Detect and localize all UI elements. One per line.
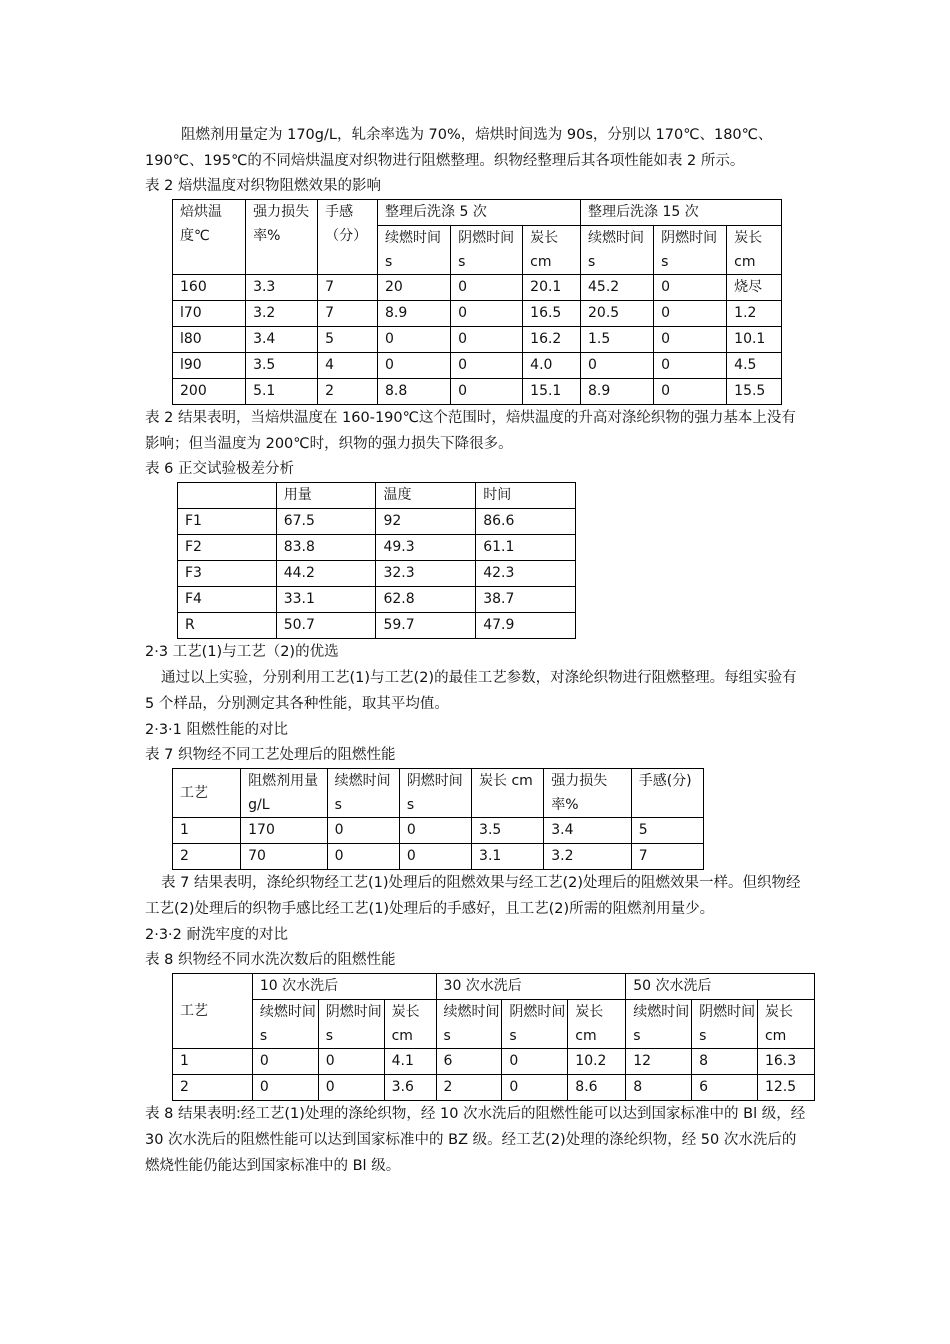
table-cell: 61.1	[476, 535, 576, 561]
header-cell: 续燃时间 s	[327, 769, 399, 818]
header-process: 工艺	[173, 974, 253, 1049]
table-cell: 5	[631, 818, 703, 844]
table-cell: 1	[173, 1049, 253, 1075]
table-cell: 0	[451, 301, 523, 327]
table-cell: 0	[327, 818, 399, 844]
subheader-cell: 续燃时间 s	[436, 1000, 502, 1049]
table-cell: 8	[692, 1049, 758, 1075]
table-row	[178, 509, 576, 535]
section-heading-2-3: 2·3 工艺(1)与工艺（2)的优选	[145, 644, 339, 660]
table-cell: F2	[178, 535, 277, 561]
table-cell: 烧尽	[727, 275, 782, 301]
table-cell: 20.5	[581, 301, 654, 327]
table-cell: 3.6	[384, 1075, 436, 1101]
table-cell: 12.5	[757, 1075, 814, 1101]
table-cell: 16.5	[523, 301, 581, 327]
table-cell: 86.6	[476, 509, 576, 535]
subheader-cell: 阴燃时间 s	[502, 1000, 568, 1049]
table-cell: 0	[451, 327, 523, 353]
table-cell: 62.8	[376, 587, 476, 613]
table-row	[173, 275, 782, 301]
header-cell	[178, 483, 277, 509]
table-cell: F1	[178, 509, 277, 535]
table-cell: 33.1	[276, 587, 376, 613]
table-cell: 0	[581, 353, 654, 379]
table-cell: 1	[173, 818, 241, 844]
table-cell: 0	[378, 327, 451, 353]
subheader-cell: 炭长 cm	[757, 1000, 814, 1049]
table-cell: 0	[502, 1049, 568, 1075]
table-cell: 4.5	[727, 353, 782, 379]
header-temp: 焙烘温度℃	[173, 200, 246, 275]
table-row	[178, 535, 576, 561]
table-cell: 0	[327, 844, 399, 870]
table2-caption: 表 2 焙烘温度对织物阻燃效果的影响	[145, 178, 381, 194]
header-cell: 强力损失率%	[544, 769, 631, 818]
header-cell: 用量	[276, 483, 376, 509]
table-cell: 0	[654, 327, 727, 353]
table-cell: 5.1	[246, 379, 318, 405]
intro-paragraph: 阻燃剂用量定为 170g/L，轧余率选为 70%，焙烘时间选为 90s，分别以 170℃、180℃、190℃、195℃的不同焙烘温度对织物进行阻燃整理。织物经整理后其各项性能如表 2 所示。	[145, 127, 773, 169]
table-cell: 16.3	[757, 1049, 814, 1075]
table-cell: 42.3	[476, 561, 576, 587]
subheader-cell: 阴燃时间 s	[692, 1000, 758, 1049]
header-cell: 温度	[376, 483, 476, 509]
header-group5: 整理后洗涤 5 次	[378, 200, 581, 226]
section-2-3-paragraph: 通过以上实验，分别利用工艺(1)与工艺(2)的最佳工艺参数，对涤纶织物进行阻燃整理。每组实验有 5 个样品，分别测定其各种性能，取其平均值。	[145, 670, 797, 712]
table-cell: 160	[173, 275, 246, 301]
header-cell: 阻燃剂用量 g/L	[241, 769, 327, 818]
table-cell: 0	[654, 379, 727, 405]
table-cell: 12	[626, 1049, 692, 1075]
table8-conclusion: 表 8 结果表明:经工艺(1)处理的涤纶织物，经 10 次水洗后的阻燃性能可以达到国家标准中的 Bl 级，经 30 次水洗后的阻燃性能可以达到国家标准中的 BZ 级。经工艺(2)处理的涤纶织物，经 50 次水洗后的燃烧性能仍能达到国家标准中的 Bl 级。	[145, 1106, 806, 1174]
subheader-cell: 阴燃时间 s	[318, 1000, 384, 1049]
table-cell: F4	[178, 587, 277, 613]
table-row	[173, 353, 782, 379]
table-cell: 0	[252, 1075, 318, 1101]
table-cell: 0	[399, 844, 471, 870]
table-cell: 8.9	[581, 379, 654, 405]
table-cell: 16.2	[523, 327, 581, 353]
header-loss: 强力损失率%	[246, 200, 318, 275]
table-row	[173, 818, 704, 844]
table6-caption: 表 6 正交试验极差分析	[145, 461, 294, 477]
table-row	[178, 587, 576, 613]
subheader-cell: 炭长 cm	[384, 1000, 436, 1049]
document-body	[145, 122, 810, 1179]
subheader-cell: 阴燃时间 s	[451, 226, 523, 275]
table-cell: 5	[318, 327, 378, 353]
table6	[177, 482, 576, 639]
subheader-cell: 续燃时间 s	[626, 1000, 692, 1049]
table-row	[173, 379, 782, 405]
table-cell: 0	[502, 1075, 568, 1101]
table-row	[178, 561, 576, 587]
table-cell: 0	[654, 301, 727, 327]
table-cell: 7	[318, 301, 378, 327]
header-feel: 手感（分）	[318, 200, 378, 275]
table-cell: 0	[252, 1049, 318, 1075]
table7-caption: 表 7 织物经不同工艺处理后的阻燃性能	[145, 747, 396, 763]
table-row	[173, 301, 782, 327]
table-cell: 8.6	[568, 1075, 626, 1101]
table-cell: 8.9	[378, 301, 451, 327]
header-cell: 炭长 cm	[472, 769, 544, 818]
table-cell: 3.3	[246, 275, 318, 301]
table-cell: 3.4	[544, 818, 631, 844]
table-cell: 3.1	[472, 844, 544, 870]
table-cell: 0	[318, 1075, 384, 1101]
table-cell: 6	[692, 1075, 758, 1101]
table-cell: 3.4	[246, 327, 318, 353]
table-cell: 4.0	[523, 353, 581, 379]
table-cell: l90	[173, 353, 246, 379]
table-cell: 10.2	[568, 1049, 626, 1075]
table-cell: 2	[173, 1075, 253, 1101]
header-g30: 30 次水洗后	[436, 974, 626, 1000]
table-row	[173, 1049, 815, 1075]
table-cell: 59.7	[376, 613, 476, 639]
header-g50: 50 次水洗后	[626, 974, 815, 1000]
table-cell: 20.1	[523, 275, 581, 301]
table7	[172, 768, 704, 870]
table-row	[178, 613, 576, 639]
table-row	[173, 1075, 815, 1101]
subheader-cell: 续燃时间 s	[581, 226, 654, 275]
table-cell: 3.5	[472, 818, 544, 844]
header-cell: 手感(分)	[631, 769, 703, 818]
table8	[172, 973, 815, 1101]
section-heading-2-3-1: 2·3·1 阻燃性能的对比	[145, 722, 289, 738]
subheader-cell: 续燃时间 s	[252, 1000, 318, 1049]
table-cell: 7	[631, 844, 703, 870]
table-cell: 6	[436, 1049, 502, 1075]
table-cell: 0	[451, 275, 523, 301]
table-cell: 15.5	[727, 379, 782, 405]
section-heading-2-3-2: 2·3·2 耐洗牢度的对比	[145, 927, 289, 943]
table-cell: 49.3	[376, 535, 476, 561]
table-cell: 2	[173, 844, 241, 870]
table-cell: R	[178, 613, 277, 639]
table-cell: 2	[436, 1075, 502, 1101]
table-cell: 32.3	[376, 561, 476, 587]
table-cell: 15.1	[523, 379, 581, 405]
header-cell: 时间	[476, 483, 576, 509]
table-cell: 0	[654, 353, 727, 379]
table-cell: 10.1	[727, 327, 782, 353]
table7-conclusion: 表 7 结果表明，涤纶织物经工艺(1)处理后的阻燃效果与经工艺(2)处理后的阻燃效果一样。但织物经工艺(2)处理后的织物手感比经工艺(1)处理后的手感好，且工艺(2)所需的阻燃剂用量少。	[145, 875, 801, 917]
table-cell: 3.2	[544, 844, 631, 870]
table-cell: 4.1	[384, 1049, 436, 1075]
table-cell: l70	[173, 301, 246, 327]
table8-caption: 表 8 织物经不同水洗次数后的阻燃性能	[145, 952, 396, 968]
table-cell: 8.8	[378, 379, 451, 405]
subheader-cell: 阴燃时间 s	[654, 226, 727, 275]
table2	[172, 199, 782, 405]
table-cell: 70	[241, 844, 327, 870]
table-row	[173, 327, 782, 353]
table-row	[173, 844, 704, 870]
table-cell: 2	[318, 379, 378, 405]
table-cell: 92	[376, 509, 476, 535]
subheader-cell: 炭长 cm	[568, 1000, 626, 1049]
table-cell: 7	[318, 275, 378, 301]
table-cell: 0	[318, 1049, 384, 1075]
subheader-cell: 炭长 cm	[523, 226, 581, 275]
table-cell: 0	[451, 353, 523, 379]
subheader-cell: 续燃时间 s	[378, 226, 451, 275]
table-cell: 45.2	[581, 275, 654, 301]
table-cell: 3.2	[246, 301, 318, 327]
table-cell: l80	[173, 327, 246, 353]
header-cell: 阴燃时间 s	[399, 769, 471, 818]
table-cell: 200	[173, 379, 246, 405]
table-cell: 170	[241, 818, 327, 844]
table-cell: 1.2	[727, 301, 782, 327]
table-cell: 0	[451, 379, 523, 405]
table-cell: 0	[378, 353, 451, 379]
table-cell: 3.5	[246, 353, 318, 379]
header-g10: 10 次水洗后	[252, 974, 436, 1000]
header-cell: 工艺	[173, 769, 241, 818]
table-cell: 44.2	[276, 561, 376, 587]
header-group15: 整理后洗涤 15 次	[581, 200, 782, 226]
table-cell: 50.7	[276, 613, 376, 639]
table-cell: F3	[178, 561, 277, 587]
table-cell: 67.5	[276, 509, 376, 535]
table-cell: 0	[654, 275, 727, 301]
table-cell: 8	[626, 1075, 692, 1101]
table2-conclusion: 表 2 结果表明，当焙烘温度在 160-190℃这个范围时，焙烘温度的升高对涤纶织物的强力基本上没有影响；但当温度为 200℃时，织物的强力损失下降很多。	[145, 410, 796, 452]
table-cell: 4	[318, 353, 378, 379]
subheader-cell: 炭长 cm	[727, 226, 782, 275]
table-cell: 38.7	[476, 587, 576, 613]
table-cell: 0	[399, 818, 471, 844]
table-cell: 20	[378, 275, 451, 301]
table-cell: 83.8	[276, 535, 376, 561]
table-cell: 47.9	[476, 613, 576, 639]
table-cell: 1.5	[581, 327, 654, 353]
